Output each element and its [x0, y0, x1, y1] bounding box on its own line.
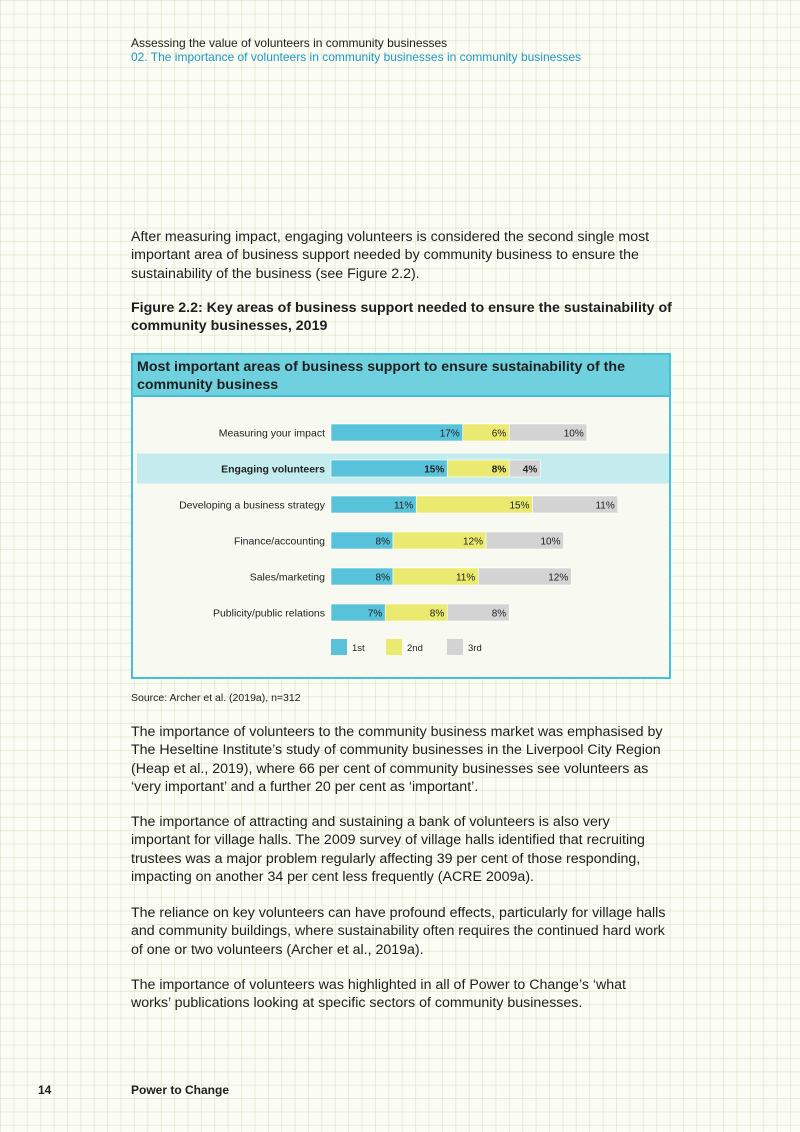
- body-paragraph: The importance of volunteers was highlighted in all of Power to Change’s ‘what works’ publications looking at specific sectors of community businesses.: [131, 977, 627, 1012]
- stacked-bar-chart: [133, 355, 669, 677]
- data-label: 15%: [509, 500, 530, 512]
- legend-swatch: [386, 639, 402, 655]
- data-label: 11%: [595, 500, 615, 512]
- data-label: 17%: [439, 428, 460, 440]
- page-number: 14: [38, 1083, 52, 1097]
- category-label: Publicity/public relations: [212, 607, 325, 620]
- data-label: 11%: [455, 572, 476, 584]
- legend-swatch: [331, 639, 347, 655]
- category-label: Measuring your impact: [218, 427, 325, 440]
- legend-label: 3rd: [468, 643, 482, 654]
- data-label: 8%: [491, 608, 507, 620]
- legend-label: 2nd: [407, 643, 423, 654]
- data-label: 10%: [540, 536, 561, 548]
- data-label: 15%: [424, 464, 445, 476]
- category-label: Finance/accounting: [233, 535, 325, 548]
- chart-panel: [131, 353, 671, 679]
- body-paragraph: The reliance on key volunteers can have profound effects, particularly for village halls and community buildings, where sustainability often requires the continued hard work of one or two volunteers (Archer et al., 2019a).: [131, 905, 666, 958]
- data-label: 8%: [429, 608, 445, 620]
- document-title: Assessing the value of volunteers in community businesses: [131, 36, 448, 50]
- intro-paragraph: After measuring impact, engaging volunteers is considered the second single most important area of business support needed by community business to ensure the sustainability of the business (see Figure 2.2).: [131, 229, 650, 282]
- data-label: 11%: [393, 500, 414, 512]
- running-head: [131, 36, 581, 64]
- figure-title: Figure 2.2: Key areas of business support needed to ensure the sustainability of community businesses, 2019: [131, 300, 672, 335]
- legend-swatch: [447, 639, 463, 655]
- data-label: 12%: [462, 536, 483, 548]
- data-label: 8%: [491, 464, 507, 476]
- legend-label: 1st: [352, 643, 365, 654]
- data-label: 7%: [367, 608, 383, 620]
- category-label: Engaging volunteers: [221, 463, 325, 476]
- figure-source: Source: Archer et al. (2019a), n=312: [131, 692, 301, 704]
- section-title: 02. The importance of volunteers in community businesses in community businesses: [131, 50, 581, 64]
- body-paragraph: The importance of volunteers to the community business market was emphasised by The Heseltine Institute’s study of community businesses in the Liverpool City Region (Heap et al., 2019), where 66 per cent of community businesses see volunteers as ‘very important’ and a further 20 per cent as ‘important’.: [131, 724, 663, 796]
- footer-brand: Power to Change: [131, 1083, 230, 1097]
- category-label: Sales/marketing: [249, 571, 325, 584]
- data-label: 10%: [563, 428, 584, 440]
- body-paragraph: The importance of attracting and sustaining a bank of volunteers is also very important for village halls. The 2009 survey of village halls identified that recruiting trustees was a major problem regularly affecting 39 per cent of those responding, impacting on another 34 per cent less frequently (ACRE 2009a).: [131, 814, 645, 886]
- chart-title: Most important areas of business support to ensure sustainability of the community business: [133, 355, 669, 397]
- data-label: 4%: [522, 464, 538, 476]
- data-label: 12%: [548, 572, 569, 584]
- category-label: Developing a business strategy: [179, 499, 325, 512]
- data-label: 8%: [375, 536, 390, 548]
- data-label: 8%: [375, 572, 390, 584]
- data-label: 6%: [491, 428, 507, 440]
